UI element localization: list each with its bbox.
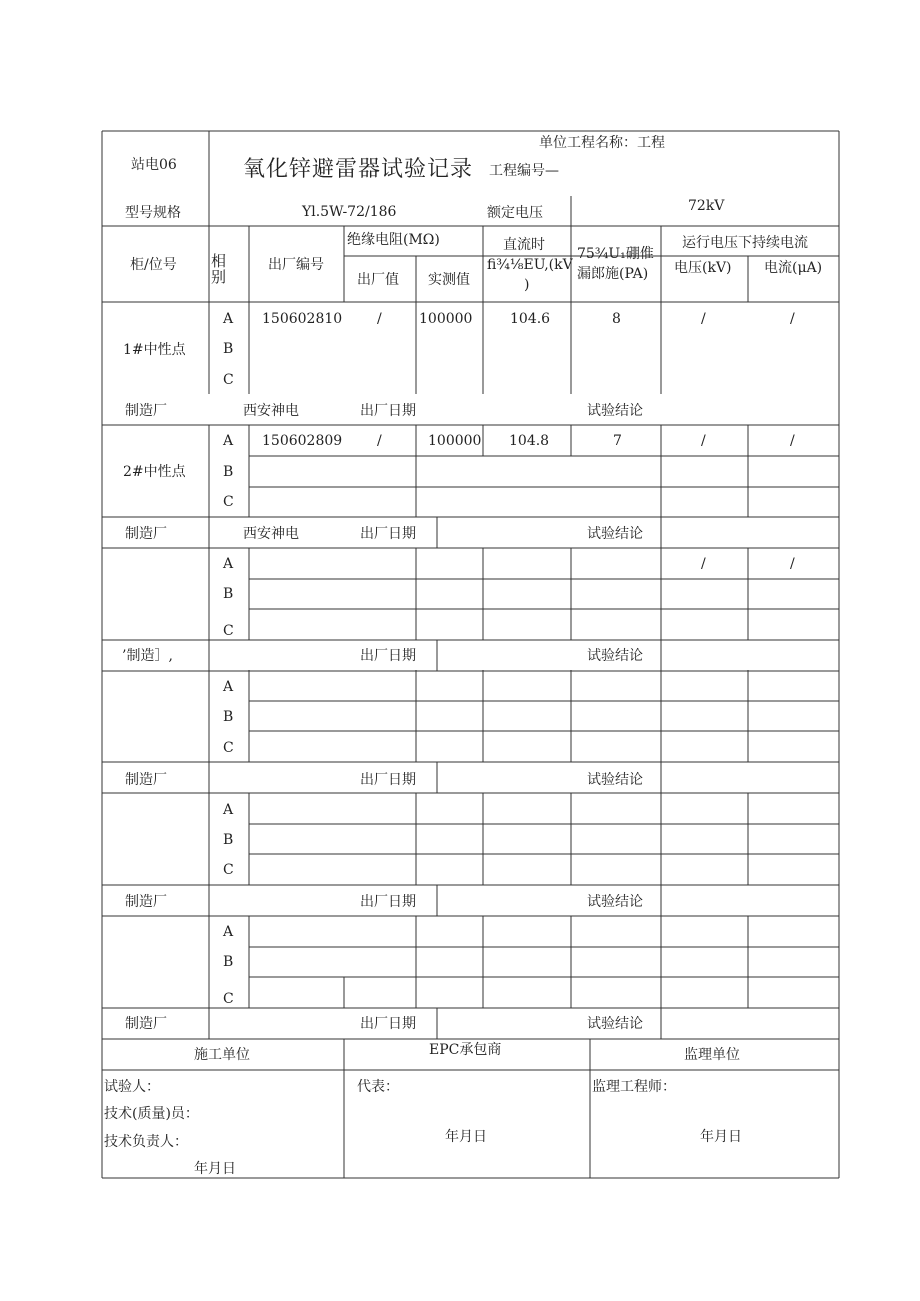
tester-label: 试验人：	[104, 1079, 160, 1095]
conclusion-label: 试验结论	[587, 526, 643, 542]
phase-a: A	[223, 556, 234, 572]
running-voltage: /	[701, 311, 706, 327]
phase-c: C	[223, 740, 234, 756]
factory-date-label: 出厂日期	[360, 526, 416, 542]
leakage-current: 7	[613, 433, 622, 449]
phase-c: C	[223, 623, 234, 639]
group-position: 1#中性点	[123, 342, 186, 358]
col-dc-line1: 直流时	[503, 237, 545, 253]
supervision-unit-label: 监理单位	[684, 1047, 740, 1063]
running-current: /	[790, 556, 795, 572]
running-voltage: /	[701, 433, 706, 449]
serial-number: 150602809	[262, 433, 343, 449]
manufacturer-label: 制造厂	[125, 526, 167, 542]
conclusion-label: 试验结论	[587, 1016, 643, 1032]
col-insulation: 绝缘电阻(MΩ)	[347, 232, 440, 248]
model-value: Yl.5W-72/186	[302, 204, 397, 220]
supervision-date: 年月日	[700, 1129, 742, 1145]
phase-b: B	[223, 954, 234, 970]
measured-value: 100000	[428, 433, 482, 449]
running-voltage: /	[701, 556, 706, 572]
station-code: 站电06	[131, 157, 177, 173]
factory-date-label: 出厂日期	[360, 772, 416, 788]
manufacturer-label: 制造厂	[125, 1016, 167, 1032]
project-number: 工程编号—	[489, 163, 559, 179]
col-position: 柜/位号	[130, 257, 177, 273]
tech-quality-label: 技术(质量)员：	[104, 1106, 199, 1122]
model-label: 型号规格	[125, 205, 181, 221]
factory-date-label: 出厂日期	[360, 894, 416, 910]
leakage-current: 8	[612, 311, 621, 327]
manufacturer-value: 西安神电	[243, 526, 299, 542]
conclusion-label: 试验结论	[587, 403, 643, 419]
running-current: /	[790, 433, 795, 449]
phase-c: C	[223, 372, 234, 388]
measured-value: 100000	[419, 311, 473, 327]
phase-a: A	[223, 924, 234, 940]
col-dc-line3: )	[524, 277, 530, 293]
col-measured-value: 实测值	[428, 272, 470, 288]
construction-date: 年月日	[194, 1161, 236, 1177]
col-leak-line1: 75¾U₁硼倠	[577, 246, 654, 262]
phase-c: C	[223, 862, 234, 878]
phase-c: C	[223, 991, 234, 1007]
representative-label: 代表：	[357, 1079, 399, 1095]
factory-value: /	[377, 433, 382, 449]
factory-date-label: 出厂日期	[360, 403, 416, 419]
manufacturer-value: 西安神电	[243, 403, 299, 419]
phase-a: A	[223, 311, 234, 327]
manufacturer-label: ’制造］,	[122, 648, 173, 664]
col-leak-line2: 漏郎施(PA)	[577, 266, 649, 282]
conclusion-label: 试验结论	[587, 772, 643, 788]
phase-a: A	[223, 802, 234, 818]
phase-a: A	[223, 433, 234, 449]
construction-unit-label: 施工单位	[194, 1047, 250, 1063]
rated-voltage-label: 额定电压	[487, 205, 543, 221]
manufacturer-label: 制造厂	[125, 403, 167, 419]
phase-b: B	[223, 832, 234, 848]
unit-project-name: 单位工程名称：工程	[539, 135, 665, 151]
rated-voltage-value: 72kV	[688, 198, 725, 214]
page-title: 氧化锌避雷器试验记录	[243, 157, 474, 182]
phase-b: B	[223, 464, 234, 480]
conclusion-label: 试验结论	[587, 648, 643, 664]
factory-date-label: 出厂日期	[360, 648, 416, 664]
factory-value: /	[377, 311, 382, 327]
col-voltage: 电压(kV)	[674, 260, 732, 276]
col-dc-line2: fi¾⅛EU,(kV	[487, 257, 573, 273]
phase-b: B	[223, 586, 234, 602]
supervisor-label: 监理工程师：	[592, 1079, 676, 1095]
phase-b: B	[223, 341, 234, 357]
manufacturer-label: 制造厂	[125, 772, 167, 788]
tech-lead-label: 技术负责人：	[104, 1134, 188, 1150]
col-current: 电流(μA)	[764, 260, 823, 276]
running-current: /	[790, 311, 795, 327]
phase-b: B	[223, 709, 234, 725]
conclusion-label: 试验结论	[587, 894, 643, 910]
epc-date: 年月日	[445, 1129, 487, 1145]
col-phase: 相别	[211, 252, 227, 286]
dc-reference-voltage: 104.8	[509, 433, 550, 449]
col-serial: 出厂编号	[268, 257, 324, 273]
phase-c: C	[223, 494, 234, 510]
col-factory-value: 出厂值	[357, 272, 399, 288]
epc-contractor-label: EPC承包商	[429, 1042, 502, 1058]
col-running-current: 运行电压下持续电流	[682, 235, 808, 251]
phase-a: A	[223, 679, 234, 695]
serial-number: 150602810	[262, 311, 343, 327]
manufacturer-label: 制造厂	[125, 894, 167, 910]
factory-date-label: 出厂日期	[360, 1016, 416, 1032]
group-position: 2#中性点	[123, 464, 186, 480]
dc-reference-voltage: 104.6	[510, 311, 551, 327]
